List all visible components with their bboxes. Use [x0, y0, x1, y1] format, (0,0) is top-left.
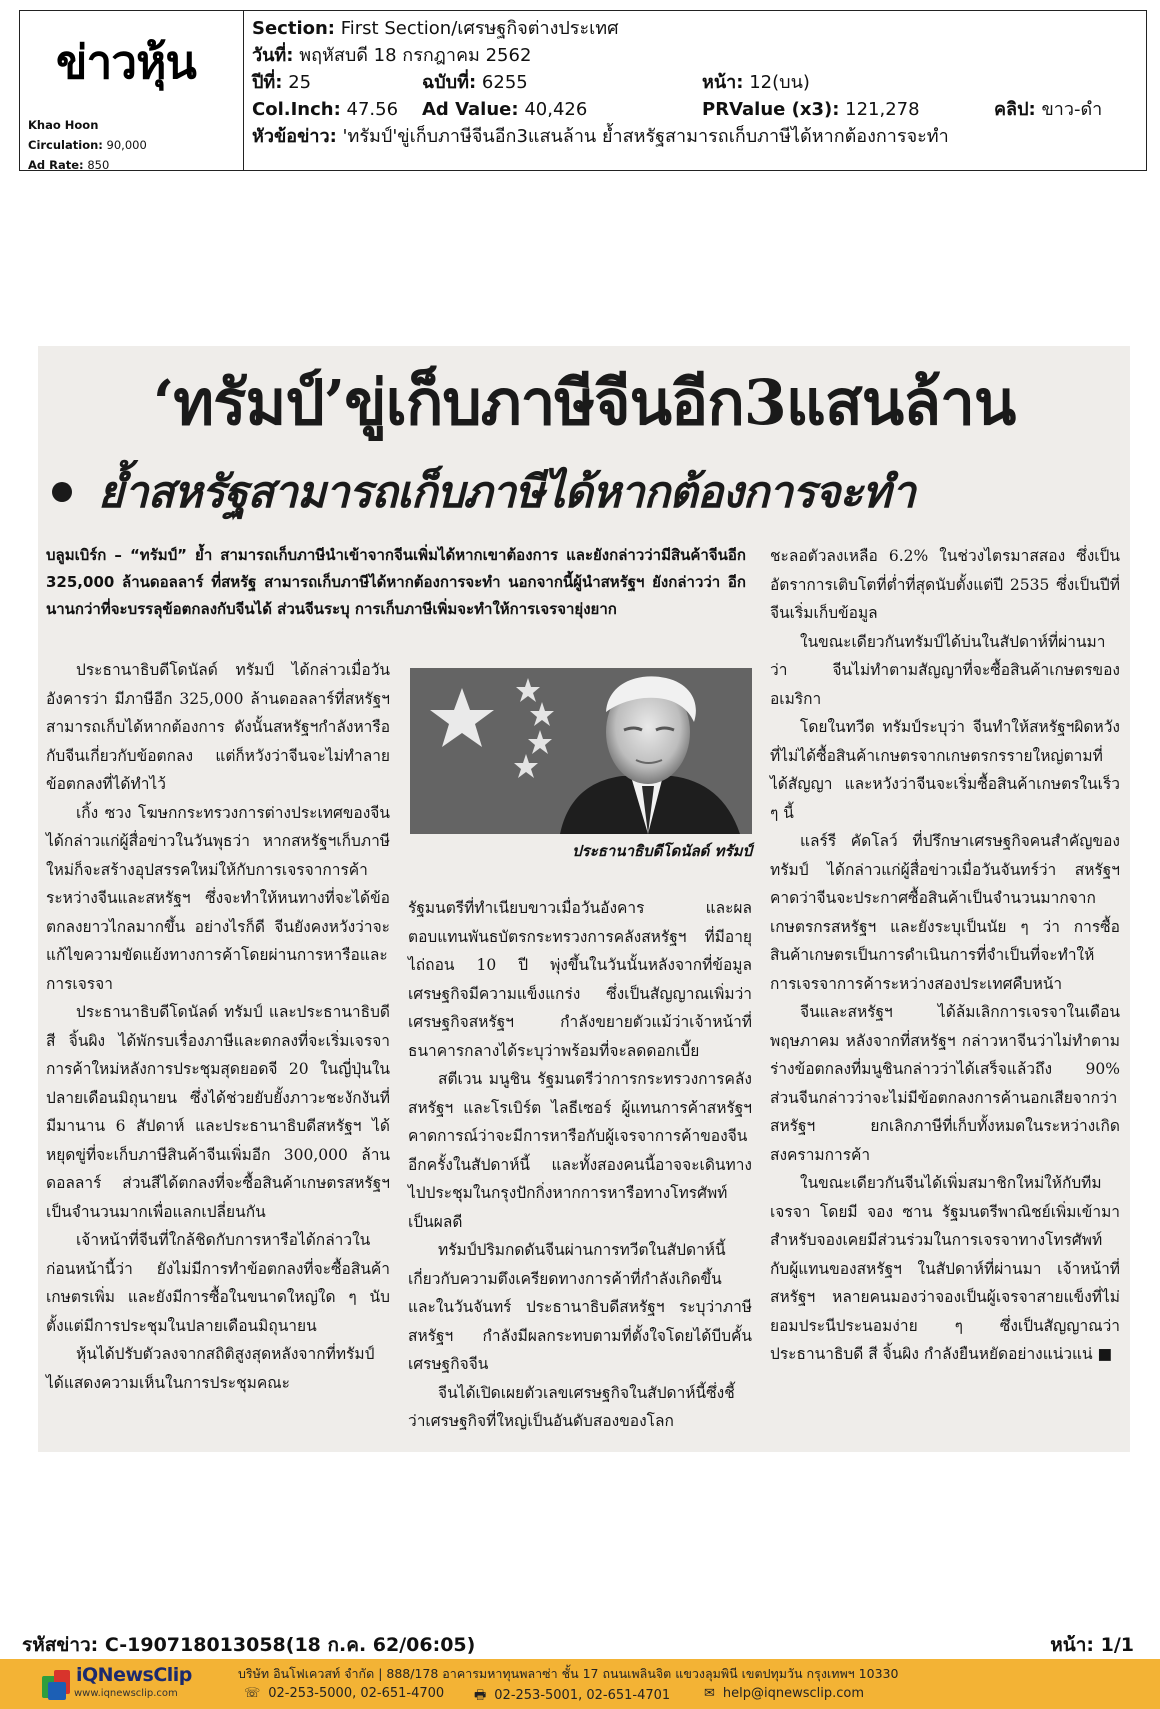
news-code: รหัสข่าว: C-190718013058(18 ก.ค. 62/06:05) — [22, 1634, 476, 1656]
article-column-2 — [408, 894, 752, 1436]
clip-value: ขาว-ดำ — [1041, 99, 1103, 120]
ad-value-label: Ad Value: — [422, 99, 519, 120]
paragraph: ในขณะเดียวกันจีนได้เพิ่มสมาชิกใหม่ให้กับทีมเจรจา โดยมี จอง ซาน รัฐมนตรีพาณิชย์เพิ่มเข้ามา สำหรับจองเคยมีส่วนร่วมในการเจรจาทางโทรศัพท์กับผู้แทนของสหรัฐฯ ในสัปดาห์ที่ผ่านมา เจ้าหน้าที่สหรัฐฯ หลายคนมองว่าจองเป็นผู้เจรจาสายแข็งที่ไม่ยอมประนีประนอมง่าย ๆ ซึ่งเป็นสัญญาณว่าประธานาธิบดี สี จิ้นผิง กำลังยืนหยัดอย่างแน่วแน่ ■ — [770, 1174, 1120, 1363]
year-label: ปีที่: — [252, 72, 283, 93]
clip-label: คลิป: — [994, 99, 1036, 120]
brand-url[interactable]: www.iqnewsclip.com — [74, 1688, 178, 1699]
article-column-1 — [46, 656, 390, 1397]
paragraph: ชะลอตัวลงเหลือ 6.2% ในช่วงไตรมาสสอง ซึ่งเป็นอัตราการเติบโตที่ต่ำที่สุดนับตั้งแต่ปี 2535 ซึ่งเป็นปีที่จีนเริ่มเก็บข้อมูล — [770, 547, 1120, 622]
trump-photo-art — [410, 668, 752, 834]
paragraph: เกิ้ง ซวง โฆษกกระทรวงการต่างประเทศของจีนได้กล่าวแก่ผู้สื่อข่าวในวันพุธว่า หากสหรัฐฯเก็บภาษีใหม่ก็จะสร้างอุปสรรคใหม่ให้กับการเจรจาการค้าระหว่างจีนและสหรัฐฯ ซึ่งจะทำให้หนทางที่จะได้ข้อตกลงยาวไกลมากขึ้น อย่างไรก็ดี จีนยังคงหวังว่าจะแก้ไขความขัดแย้งทางการค้าโดยผ่านการหารือและการเจรจา — [46, 803, 390, 993]
newsclip-logo-icon — [40, 1668, 76, 1702]
paragraph: เจ้าหน้าที่จีนที่ใกล้ชิดกับการหารือได้กล่าวในก่อนหน้านี้ว่า ยังไม่มีการทำข้อตกลงที่จะซื้อสินค้าเกษตรเพิ่ม และยังมีการซื้อในขนาดใหญ่ใด ๆ นับตั้งแต่มีการประชุมในปลายเดือนมิถุนายน — [46, 1231, 390, 1335]
phone-contact — [244, 1686, 444, 1701]
date-label: วันที่: — [252, 45, 294, 66]
paragraph: โดยในทวีต ทรัมป์ระบุว่า จีนทำให้สหรัฐฯผิดหวังที่ไม่ได้ซื้อสินค้าเกษตรจากเกษตรกรรายใหญ่ตามที่ได้สัญญา และหวังว่าจีนจะเริ่มซื้อสินค้าเกษตรในเร็ว ๆ นี้ — [770, 718, 1120, 822]
bullet-icon — [52, 482, 72, 502]
article-column-3 — [770, 542, 1120, 1369]
phone-icon: ☏ — [244, 1686, 261, 1701]
publication-name-en: Khao Hoon — [28, 118, 99, 132]
fax-value: 02-253-5001, 02-651-4701 — [494, 1688, 671, 1703]
paragraph: สตีเวน มนูชิน รัฐมนตรีว่าการกระทรวงการคลังสหรัฐฯ และโรเบิร์ต ไลธีเซอร์ ผู้แทนการค้าสหรัฐฯ คาดการณ์ว่าจะมีการหารือกับผู้เจรจาการค้าของจีนอีกครั้งในสัปดาห์นี้ และทั้งสองคนนี้อาจจะเดินทางไปประชุมในกรุงปักกิ่งหากการหารือทางโทรศัพท์เป็นผลดี — [408, 1070, 752, 1231]
section-label: Section: — [252, 18, 335, 39]
pr-value-value: 121,278 — [845, 99, 920, 120]
brand-name: iQNewsClip — [76, 1664, 192, 1686]
clip-details — [252, 15, 1138, 150]
company-address: บริษัท อินโฟเควสท์ จำกัด | 888/178 อาคารมหาทุนพลาซ่า ชั้น 17 ถนนเพลินจิต แขวงลุมพินี เขตปทุมวัน กรุงเทพฯ 10330 — [238, 1666, 899, 1681]
paragraph: แลร์รี คัดโลว์ ที่ปรึกษาเศรษฐกิจคนสำคัญของทรัมป์ ได้กล่าวแก่ผู้สื่อข่าวเมื่อวันจันทร์ว่า สหรัฐฯ คาดว่าจีนจะประกาศซื้อสินค้าเป็นจำนวนมากจากเกษตรกรสหรัฐฯ และยังระบุเป็นนัย ๆ ว่า การซื้อสินค้าเกษตรเป็นการดำเนินการที่จำเป็นที่จะทำให้การเจรจาการค้าระหว่างสองประเทศคืบหน้า — [770, 832, 1120, 993]
article-lead: บลูมเบิร์ก – “ทรัมป์” ย้ำ สามารถเก็บภาษีนำเข้าจากจีนเพิ่มได้หากเขาต้องการ และยังกล่าวว่ามีสินค้าจีนอีก 325,000 ล้านดอลลาร์ ที่สหรัฐ สามารถเก็บภาษีได้หากต้องการจะทำ นอกจากนี้ผู้นำสหรัฐฯ ยังกล่าวว่า อีกนานกว่าที่จะบรรลุข้อตกลงกับจีนได้ ส่วนจีนระบุ การเก็บภาษีเพิ่มจะทำให้การเจรจายุ่งยาก — [46, 546, 746, 618]
paragraph: รัฐมนตรีที่ทำเนียบขาวเมื่อวันอังคาร และผลตอบแทนพันธบัตรกระทรวงการคลังสหรัฐฯ ที่มีอายุไถ่ถอน 10 ปี พุ่งขึ้นในวันนั้นหลังจากที่ข้อมูลเศรษฐกิจมีความแข็งแกร่ง ซึ่งเป็นสัญญาณเพิ่มว่าเศรษฐกิจสหรัฐฯ กำลังขยายตัวแม้ว่าเจ้าหน้าที่ธนาคารกลางได้ระบุว่าพร้อมที่จะลดดอกเบี้ย — [408, 899, 752, 1060]
circulation-value: 90,000 — [106, 138, 147, 152]
paragraph: จีนและสหรัฐฯ ได้ล้มเลิกการเจรจาในเดือนพฤษภาคม หลังจากที่สหรัฐฯ กล่าวหาจีนว่าไม่ทำตามร่างข้อตกลงที่มนูชินกล่าวว่าได้เสร็จแล้วถึง 90% ส่วนจีนกล่าวว่าจะไม่มีข้อตกลงการค้านอกเสียจากว่าสหรัฐฯ ยกเลิกภาษีที่เก็บทั้งหมดในระหว่างเกิดสงครามการค้า — [770, 1003, 1120, 1164]
publication-logo: ข่าวหุ้น — [56, 35, 196, 89]
paragraph: ประธานาธิบดีโดนัลด์ ทรัมป์ และประธานาธิบดีสี จิ้นผิง ได้พักรบเรื่องภาษีและตกลงที่จะเริ่มเจรจาการค้าใหม่หลังการประชุมสุดยอดจี 20 ในญี่ปุ่นในปลายเดือนมิถุนายน ซึ่งได้ช่วยยับยั้งภาวะชะงักงันที่มีมานาน 6 สัปดาห์ และประธานาธิบดีสหรัฐฯ ได้หยุดขู่ที่จะเก็บภาษีสินค้าจีนเพิ่มอีก 300,000 ล้านดอลลาร์ ส่วนสีได้ตกลงที่จะซื้อสินค้าเกษตรสหรัฐฯ เป็นจำนวนมากเพื่อแลกเปลี่ยนกัน — [46, 1003, 390, 1221]
iqnewsclip-logo[interactable] — [40, 1664, 212, 1706]
photo-caption: ประธานาธิบดีโดนัลด์ ทรัมป์ — [572, 842, 752, 860]
article-subhead — [38, 464, 1130, 522]
email-contact[interactable] — [704, 1686, 864, 1701]
page-label: หน้า: — [702, 72, 744, 93]
date-value: พฤหัสบดี 18 กรกฎาคม 2562 — [299, 45, 532, 66]
colinch-value: 47.56 — [346, 99, 399, 120]
year-value: 25 — [288, 72, 312, 93]
ad-value-value: 40,426 — [524, 99, 588, 120]
page-count: หน้า: 1/1 — [1050, 1634, 1134, 1656]
fax-icon: 🖶 — [474, 1688, 487, 1703]
article-clipping — [38, 346, 1130, 1452]
trump-photo — [410, 668, 752, 834]
paragraph: ทรัมป์ปริมกดดันจีนผ่านการทวีตในสัปดาห์นี้เกี่ยวกับความตึงเครียดทางการค้าที่กำลังเกิดขึ้น และในวันจันทร์ ประธานาธิบดีสหรัฐฯ ระบุว่าภาษีสหรัฐฯ กำลังมีผลกระทบตามที่ตั้งใจโดยได้บีบคั้นเศรษฐกิจจีน — [408, 1241, 752, 1373]
article-headline: ‘ทรัมป์’ขู่เก็บภาษีจีนอีก3แสนล้าน — [152, 366, 1016, 439]
pr-value-label: PRValue (x3): — [702, 99, 840, 120]
article-subhead-text: ย้ำสหรัฐสามารถเก็บภาษีได้หากต้องการจะทำ — [98, 467, 915, 518]
publication-meta — [28, 115, 147, 175]
email-icon: ✉ — [704, 1686, 715, 1701]
ad-rate-value: 850 — [87, 158, 110, 172]
paragraph: หุ้นได้ปรับตัวลงจากสถิติสูงสุดหลังจากที่ทรัมป์ได้แสดงความเห็นในการประชุมคณะ — [46, 1345, 375, 1392]
section-value: First Section/เศรษฐกิจต่างประเทศ — [340, 18, 619, 39]
headline-value: 'ทรัมป์'ขู่เก็บภาษีจีนอีก3แสนล้าน ย้ำสหรัฐสามารถเก็บภาษีได้หากต้องการจะทำ — [342, 126, 949, 147]
clip-header — [19, 10, 1147, 171]
paragraph: ประธานาธิบดีโดนัลด์ ทรัมป์ ได้กล่าวเมื่อวันอังคารว่า มีภาษีอีก 325,000 ล้านดอลลาร์ที่สหรัฐฯสามารถเก็บได้หากต้องการ ดังนั้นสหรัฐฯกำลังหารือกับจีนเกี่ยวกับข้อตกลง แต่ก็หวังว่าจีนจะไม่ทำลายข้อตกลงที่ได้ทำไว้ — [46, 661, 390, 793]
phone-value: 02-253-5000, 02-651-4700 — [268, 1686, 445, 1701]
issue-value: 6255 — [481, 72, 528, 93]
paragraph: ในขณะเดียวกันทรัมป์ได้บ่นในสัปดาห์ที่ผ่านมาว่า จีนไม่ทำตามสัญญาที่จะซื้อสินค้าเกษตรของอเมริกา — [770, 632, 1120, 708]
circulation-label: Circulation: — [28, 138, 103, 152]
colinch-label: Col.Inch: — [252, 99, 341, 120]
headline-label: หัวข้อข่าว: — [252, 126, 337, 147]
fax-contact — [474, 1686, 670, 1708]
paragraph: จีนได้เปิดเผยตัวเลขเศรษฐกิจในสัปดาห์นี้ซึ่งชี้ว่าเศรษฐกิจที่ใหญ่เป็นอันดับสองของโลก — [408, 1383, 735, 1430]
publication-box — [20, 11, 244, 170]
page-value: 12(บน) — [749, 72, 810, 93]
email-value[interactable]: help@iqnewsclip.com — [722, 1686, 865, 1701]
ad-rate-label: Ad Rate: — [28, 158, 84, 172]
issue-label: ฉบับที่: — [422, 72, 477, 93]
